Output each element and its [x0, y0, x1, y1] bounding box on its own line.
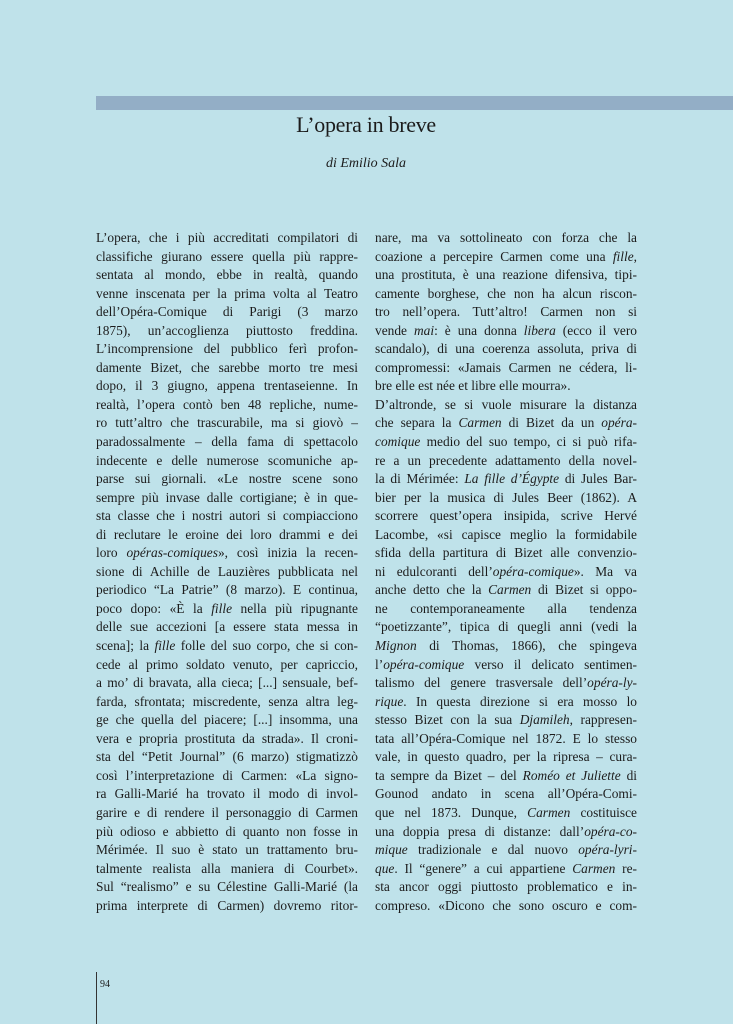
text-line: dopo, il 3 giugno, appena trentaseienne. In — [96, 378, 358, 394]
author-byline: di Emilio Sala — [325, 156, 407, 171]
text-line: Mignon di Thomas, 1866), che spingeva — [375, 638, 637, 654]
text-line: periodico “La Patrie” (8 marzo). E continua, — [96, 582, 358, 598]
text-line: tata all’Opéra-Comique nel 1872. E lo stesso — [375, 730, 637, 746]
text-line: parse sui giornali. «Le nostre scene sono — [96, 471, 358, 487]
text-line: poco dopo: «È la fille nella più ripugnante — [96, 600, 358, 616]
text-line: la di Mérimée: La fille d’Égypte di Jules Bar- — [375, 471, 638, 487]
text-line: Sul “realismo” e su Célestine Galli-Marié (la — [96, 879, 358, 895]
text-line: ro tutt’altro che trascurabile, ma si giovò – — [96, 415, 358, 431]
text-line: ta sempre da Bizet – del Roméo et Juliette di — [375, 767, 638, 783]
text-line: talmente realista alla maniera di Courbet». — [96, 860, 358, 876]
text-line: anche detto che la Carmen di Bizet si oppo- — [375, 582, 637, 598]
text-line: sfida della partitura di Bizet alle convenzio- — [375, 545, 637, 561]
text-line: vale, in questo quadro, per la ripresa – cura- — [375, 749, 637, 765]
text-line: sempre più invase dalle cortigiane; è in que- — [96, 489, 358, 505]
text-line: bre elle est née et libre elle mourra». — [375, 378, 571, 394]
text-line: scorrere quest’opera insipida, scrive Hervé — [375, 508, 637, 524]
text-line: D’altronde, se si vuole misurare la distanza — [375, 396, 637, 412]
text-line: cede al primo soldato venuto, per capriccio, — [96, 656, 358, 672]
text-line: paradossalmente – della fama di spettacolo — [96, 434, 358, 450]
text-line: farda, sfrontata; miscredente, senza altra leg- — [96, 693, 358, 709]
text-line: rique. In questa direzione si era mosso lo — [375, 693, 637, 709]
text-line: damente Bizet, che sarebbe morto tre mesi — [96, 359, 358, 375]
text-line: Mérimée. Il suo è stato un trattamento bru- — [96, 842, 358, 858]
text-line: talismo del genere trasversale dell’opéra-ly- — [375, 675, 637, 691]
text-line: dell’Opéra-Comique di Parigi (3 marzo — [96, 304, 358, 320]
text-line: re a un precedente adattamento della novel- — [375, 452, 637, 468]
text-line: così l’interpretazione di Carmen: «La signo- — [96, 767, 358, 783]
article-title: L’opera in breve — [296, 112, 436, 137]
text-line: a mo’ di bravata, alla cieca; [...] sensuale, bef- — [96, 675, 358, 691]
text-line: “poetizzante”, tipica di quegli anni (vedi la — [375, 619, 637, 635]
text-line: L’opera, che i più accreditati compilatori di — [96, 230, 358, 245]
text-line: 1875), un’accoglienza piuttosto freddina. — [96, 322, 358, 338]
text-line: prima interprete di Carmen) dovremo ritor- — [96, 897, 358, 913]
text-line: vera e propria prostituta da strada». Il croni- — [96, 730, 358, 746]
text-line: l’opéra-comique verso il delicato sentimen- — [375, 656, 637, 672]
page-number: 94 — [100, 979, 110, 990]
text-line: sta classe che i nostri autori si compiacciono — [96, 508, 358, 524]
left-text-column — [96, 229, 358, 915]
text-line: ni edulcoranti dell’opéra-comique». Ma va — [375, 563, 637, 579]
text-line: loro opéras-comiques», così inizia la recen- — [96, 545, 358, 561]
text-line: vende mai: è una donna libera (ecco il vero — [375, 322, 638, 338]
right-text-column — [375, 229, 637, 915]
text-line: classifiche giurano essere quella più rappre- — [96, 248, 358, 264]
text-line: una prostituta, è una reazione difensiva, tipi- — [375, 267, 637, 283]
text-line: indecente e delle numerose scomuniche ap- — [96, 452, 358, 468]
text-line: sta del “Petit Journal” (6 marzo) stigmatizzò — [96, 749, 358, 765]
text-line: Lacombe, «si capisce meglio la formidabile — [375, 526, 637, 542]
text-line: garire e di rendere il personaggio di Carmen — [96, 804, 358, 820]
text-line: ge che quella del piacere; [...] insomma, una — [96, 712, 358, 728]
text-line: comique medio del suo tempo, ci si può rifa- — [375, 434, 637, 450]
text-line: nare, ma va sottolineato con forza che la — [375, 230, 637, 245]
text-line: scena]; la fille folle del suo corpo, che si con- — [96, 638, 359, 654]
text-line: di reclutare le eroine dei loro drammi e dei — [96, 526, 358, 542]
text-line: que nel 1873. Dunque, Carmen costituisce — [375, 804, 637, 820]
text-line: compreso. «Dicono che sono oscuro e com- — [375, 897, 637, 913]
text-line: coazione a percepire Carmen come una fille, — [375, 248, 637, 264]
text-line: scandalo), di una coerenza assoluta, priva di — [375, 341, 637, 357]
text-line: tro nell’opera. Tutt’altro! Carmen non si — [375, 304, 637, 320]
text-line: che separa la Carmen di Bizet da un opéra- — [375, 415, 637, 431]
text-line: sione di Achille de Lauzières pubblicata nel — [96, 563, 358, 579]
text-line: Gounod andato in scena all’Opéra-Comi- — [375, 786, 637, 802]
text-line: que. Il “genere” a cui appartiene Carmen re- — [375, 860, 637, 876]
text-line: compromessi: «Jamais Carmen ne cédera, li- — [375, 359, 637, 375]
text-line: venne inscenata per la prima volta al Teatro — [96, 285, 358, 301]
text-line: bier per la musica di Jules Beer (1862). A — [375, 489, 637, 505]
text-line: una doppia presa di distanze: dall’opéra-co- — [375, 823, 637, 839]
text-line: stesso Bizet con la sua Djamileh, rappresen- — [375, 712, 637, 728]
text-line: sentata al mondo, ebbe in realtà, quando — [96, 267, 358, 283]
text-line: ra Galli-Marié ha trovato il modo di invol- — [96, 786, 358, 802]
text-line: L’incomprensione del pubblico ferì profon- — [96, 341, 358, 357]
footer-rule — [96, 972, 97, 1024]
text-line: ne contemporaneamente alla tendenza — [375, 600, 637, 616]
text-line: mique tradizionale e dal nuovo opéra-lyri- — [375, 842, 637, 858]
text-line: realtà, l’opera contò ben 48 repliche, nume- — [96, 396, 358, 412]
text-line: sta ancor oggi piuttosto problematico e in- — [375, 879, 637, 895]
text-line: camente borghese, che non ha alcun riscon- — [375, 285, 637, 301]
text-line: più odioso e abbietto di quanto non fosse in — [96, 823, 358, 839]
header-color-bar — [96, 96, 733, 110]
text-line: delle sue accezioni [a essere stata messa in — [96, 619, 358, 635]
